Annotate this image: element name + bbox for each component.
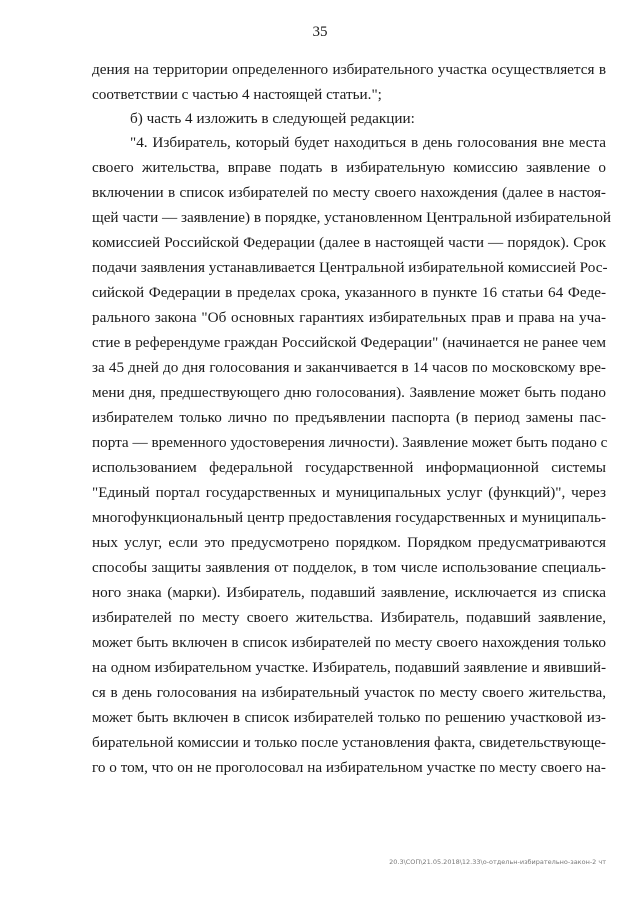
text-line: комиссией Российской Федерации (далее в настоящей части — порядок). Срок: [92, 234, 606, 251]
text-line: на одном избирательном участке. Избиратель, подавший заявление и явивший-: [92, 659, 606, 676]
text-line: ных услуг, если это предусмотрено порядком. Порядком предусматриваются: [92, 534, 606, 551]
text-line: "4. Избиратель, который будет находиться в день голосования вне места: [130, 134, 606, 151]
text-line: б) часть 4 изложить в следующей редакции:: [130, 110, 415, 127]
text-line: включении в список избирателей по месту своего нахождения (далее в настоя-: [92, 184, 606, 201]
text-line: порта — временного удостоверения личности). Заявление может быть подано с: [92, 434, 608, 451]
text-line: за 45 дней до дня голосования и заканчивается в 14 часов по московскому вре-: [92, 359, 606, 376]
text-line: соответствии с частью 4 настоящей статьи.";: [92, 86, 382, 103]
text-line: рального закона "Об основных гарантиях избирательных прав и права на уча-: [92, 309, 606, 326]
text-line: ся в день голосования на избирательный участок по месту своего жительства,: [92, 684, 606, 701]
text-line: избирателей по месту своего жительства. Избиратель, подавший заявление,: [92, 609, 606, 626]
text-line: может быть включен в список избирателей по месту своего нахождения только: [92, 634, 606, 651]
text-line: может быть включен в список избирателей только по решению участковой из-: [92, 709, 606, 726]
text-line: многофункциональный центр предоставления государственных и муниципаль-: [92, 509, 606, 526]
text-line: избирателем только лично по предъявлении паспорта (в период замены пас-: [92, 409, 606, 426]
text-line: "Единый портал государственных и муниципальных услуг (функций)", через: [92, 484, 606, 501]
text-line: дения на территории определенного избирательного участка осуществляется в: [92, 61, 606, 78]
text-line: ного знака (марки). Избиратель, подавший заявление, исключается из списка: [92, 584, 606, 601]
text-line: мени дня, предшествующего дню голосования). Заявление может быть подано: [92, 384, 606, 401]
text-line: подачи заявления устанавливается Центральной избирательной комиссией Рос-: [92, 259, 608, 276]
text-line: щей части — заявление) в порядке, установленном Центральной избирательной: [92, 209, 612, 226]
footer-file-path: 20.3\СОП\21.05.2018\12.33\о-отдельн-избирательно-закон-2 чт: [389, 858, 606, 866]
text-line: использованием федеральной государственной информационной системы: [92, 459, 606, 476]
text-line: способы защиты заявления от подделок, в том числе использование специаль-: [92, 559, 606, 576]
text-line: сийской Федерации в пределах срока, указанного в пункте 16 статьи 64 Феде-: [92, 284, 606, 301]
text-line: бирательной комиссии и только после установления факта, свидетельствующе-: [92, 734, 606, 751]
text-line: своего жительства, вправе подать в избирательную комиссию заявление о: [92, 159, 606, 176]
text-line: стие в референдуме граждан Российской Федерации" (начинается не ранее чем: [92, 334, 606, 351]
page-number: 35: [312, 24, 328, 40]
text-line: го о том, что он не проголосовал на избирательном участке по месту своего на-: [92, 759, 606, 776]
